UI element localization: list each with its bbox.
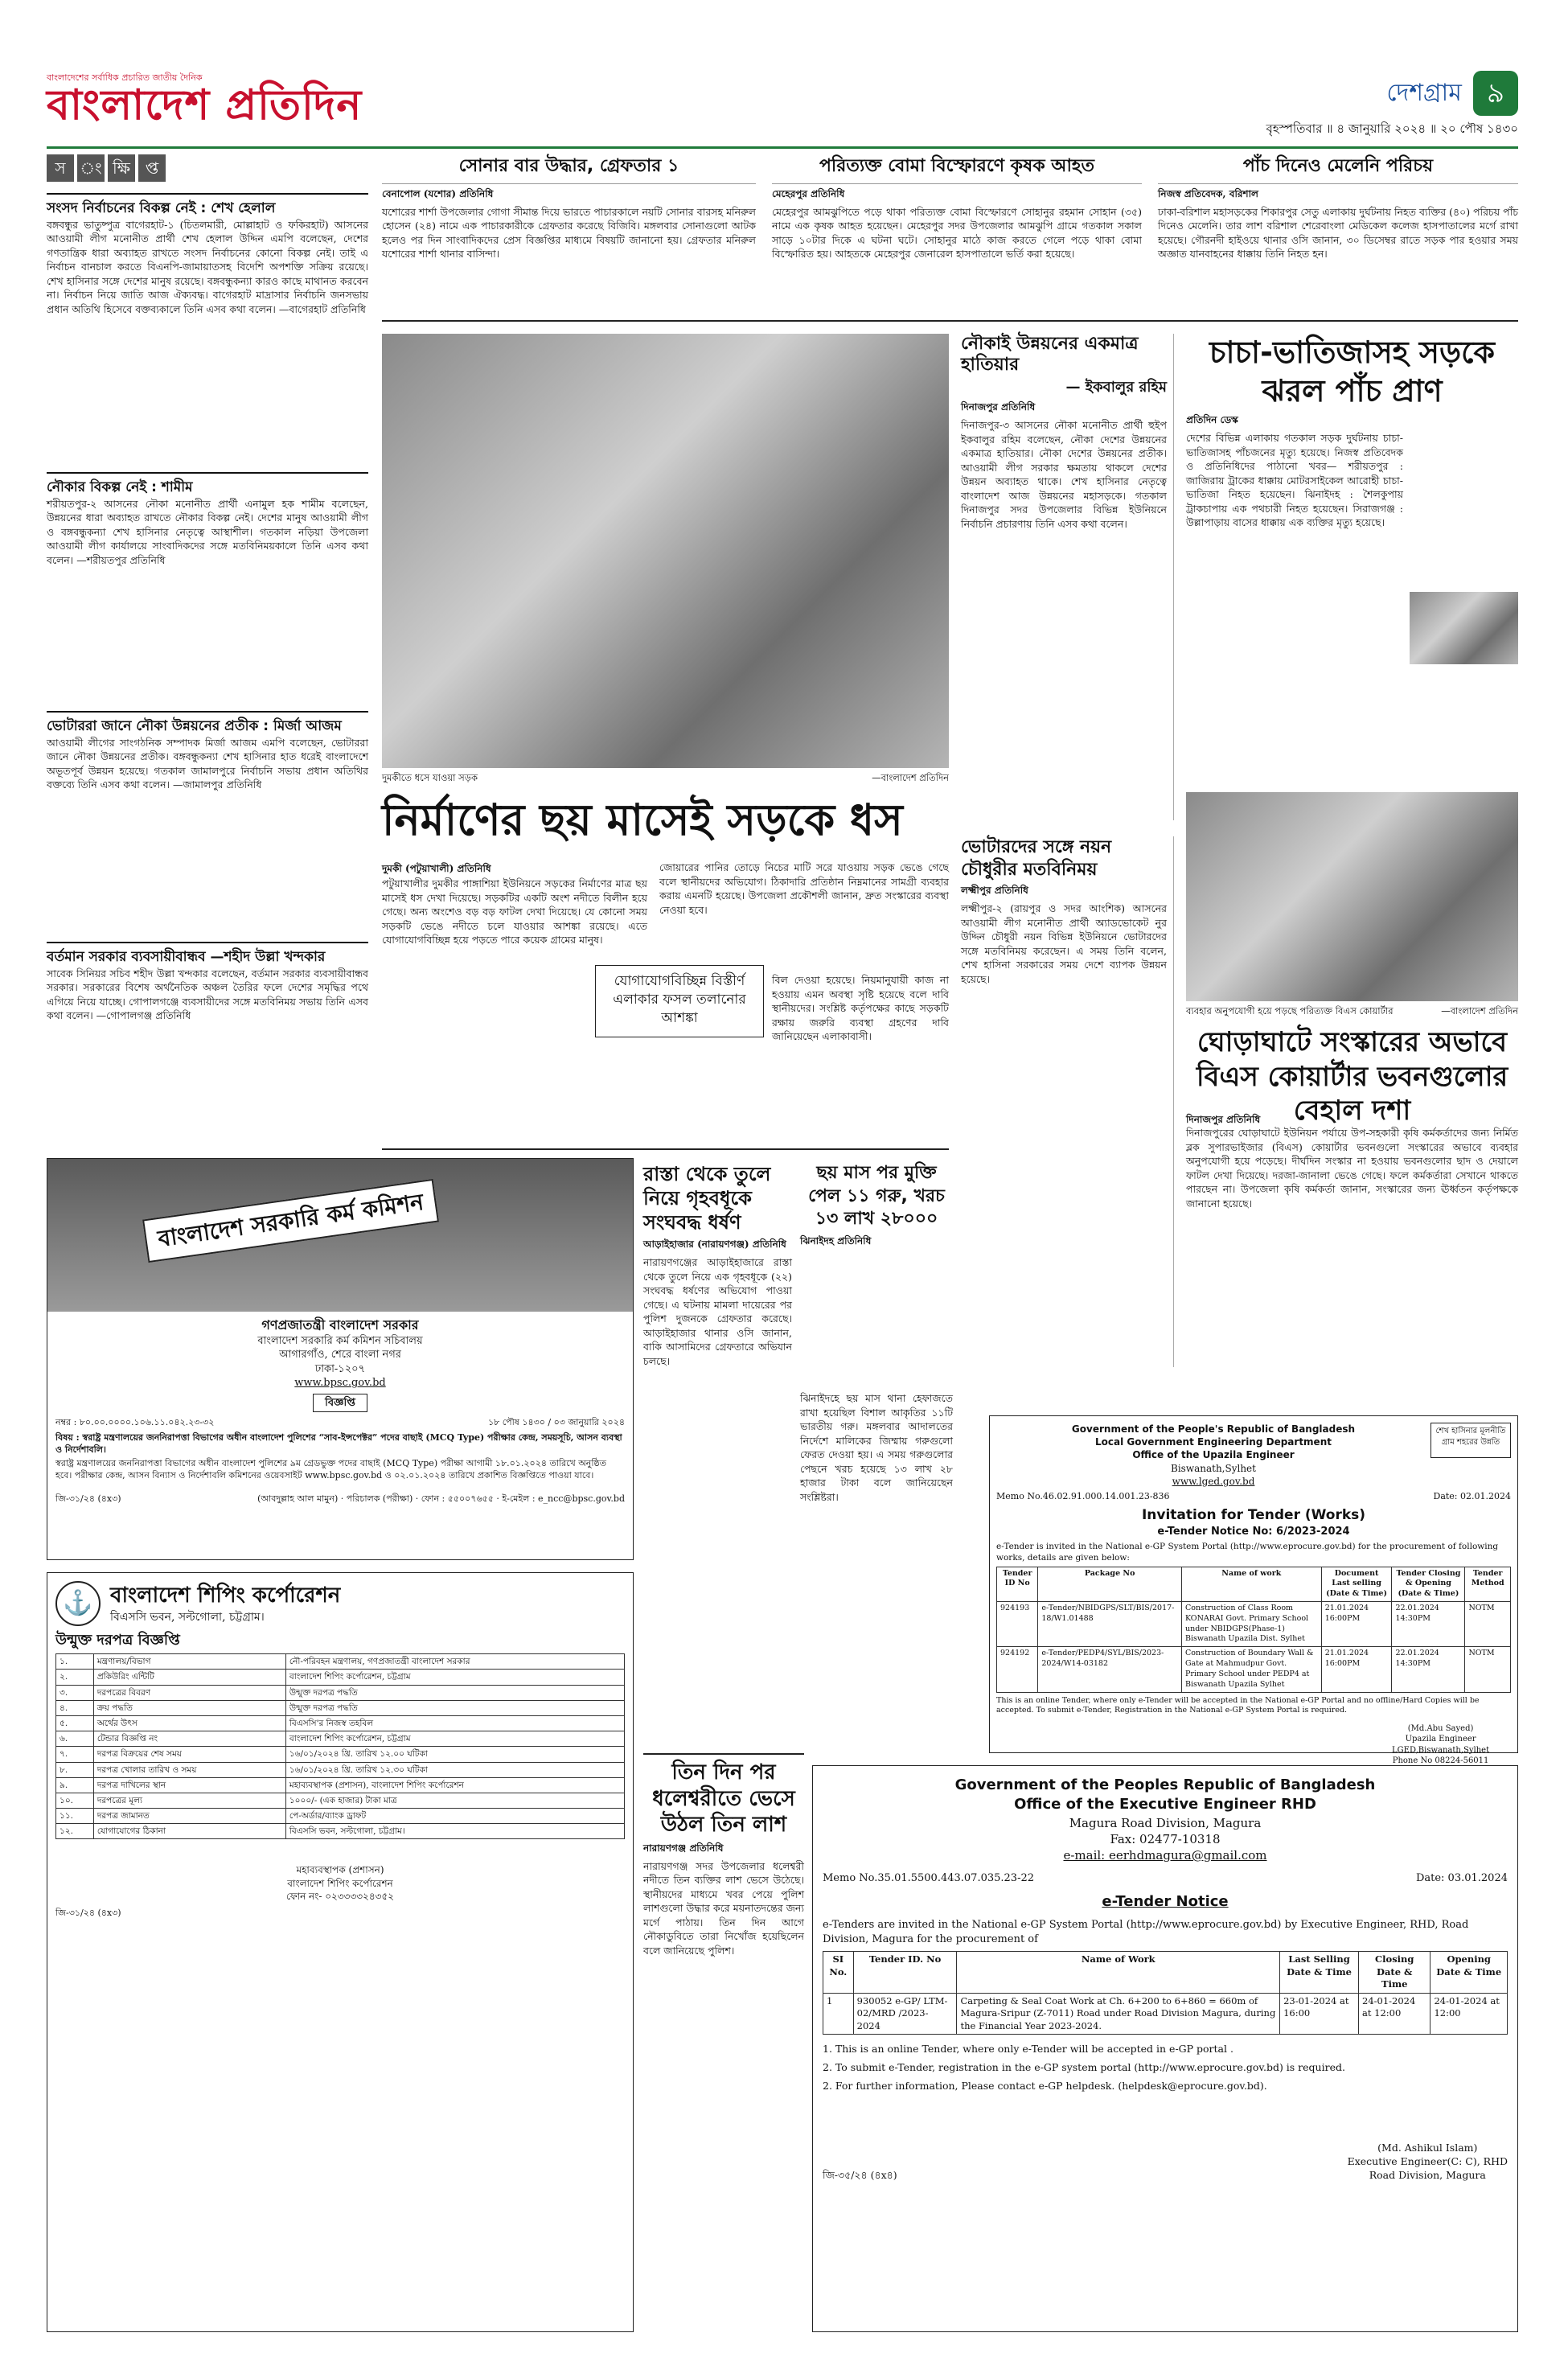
rhd-signer-block [1348,2142,1508,2183]
table-cell: ১১. [56,1809,94,1824]
story-byline: বেনাপোল (যশোর) প্রতিনিধি [382,187,494,199]
briefs-heading [47,154,368,187]
story-body: যশোরের শার্শা উপজেলার গোগা সীমান্ত দিয়ে ভারতে পাচারকালে নয়টি সোনার বারসহ মনিরুল হোসেন (২৪) নামে এক পাচারকারীকে গ্রেফতার করেছে বিজিবি। মঙ্গলবার সোনাগুলো আটক হলেও পর দিন সাংবাদিকদের প্রেস বিজ্ঞপ্তির মাধ্যমে বিষয়টি জানানো হয়। গ্রেফতার মনিরুল যশোরের শার্শা থানার বাসিন্দা। [382,205,756,261]
lged-website-link[interactable]: www.lged.gov.bd [1172,1475,1255,1487]
brief-body: শরীয়তপুর-২ আসনের নৌকা মনোনীত প্রার্থী এনামুল হক শামীম বলেছেন, উন্নয়নের ধারা অব্যাহত রাখতে নৌকার বিকল্প নেই। দেশের মানুষ আওয়ামী লীগ ও বঙ্গবন্ধুকন্যা শেখ হাসিনার নেতৃত্বে আস্থাশীল। গতকাল নড়িয়া উপজেলা আওয়ামী লীগ কার্যালয়ে সাংবাদিকদের সঙ্গে মতবিনিময়কালে তিনি এসব কথা বলেন। —শরীয়তপুর প্রতিনিধি [47,497,368,566]
table-row [56,1747,625,1762]
bsc-signer-role: মহাব্যবস্থাপক (প্রশাসন) [296,1864,384,1876]
masthead [47,72,433,137]
main-story-body: জোয়ারের পানির তোড়ে নিচের মাটি সরে যাওয়ায় সড়ক ভেঙে গেছে বলে স্থানীয়দের অভিযোগ। ঠিকাদারি প্রতিষ্ঠান নিম্নমানের সামগ্রী ব্যবহার করায় এমনটি হয়েছে। উপজেলা প্রকৌশলী জানান, দ্রুত সংস্কারের ব্যবস্থা নেওয়া হবে। [659,861,949,916]
table-cell: NOTM [1465,1647,1511,1692]
table-row [56,1700,625,1715]
psc-office: বাংলাদেশ সরকারি কর্ম কমিশন সচিবালয় [257,1334,423,1347]
table-row [56,1777,625,1793]
lged-title: Invitation for Tender (Works) [1141,1506,1366,1523]
photo-caption [382,772,949,785]
main-story-body: পটুয়াখালীর দুমকীর পাঙ্গাশিয়া ইউনিয়নে সড়কের নির্মাণের মাত্র ছয় মাসেই ধস দেখা দিয়েছে। সড়কটির একটি অংশ নদীতে বিলীন হয়ে গেছে। অন্য অংশেও বড় বড় ফাটল দেখা দিয়েছে। যে কোনো সময় সড়কটি ভেঙে নদীতে চলে যাওয়ার আশঙ্কা রয়েছে। এতে যোগাযোগবিচ্ছিন্ন হয়ে পড়তে পারে কয়েক গ্রামের মানুষ। [382,877,647,946]
lged-footnote: This is an online Tender, where only e-Tender will be accepted in the National e-GP Portal and no offline/Hard Copies will be accepted. To submit e-Tender, Registration in the National e-GP System Portal is required. [996,1695,1480,1715]
rhd-line3: Magura Road Division, Magura [1069,1815,1262,1830]
rhd-line4: Fax: 02477-10318 [1110,1831,1221,1846]
header-rule [47,146,1518,149]
rhd-line2: Office of the Executive Engineer RHD [1014,1796,1316,1813]
story-body: নারায়ণগঞ্জ সদর উপজেলার ধলেশ্বরী নদীতে তিন ব্যক্তির লাশ ভেসে উঠেছে। স্থানীয়দের মাধ্যমে খবর পেয়ে পুলিশ লাশগুলো উদ্ধার করে ময়নাতদন্তের জন্য মর্গে পাঠায়। তিন দিন আগে নৌকাডুবিতে তারা নিখোঁজ হয়েছিলেন বলে জানিয়েছে পুলিশ। [643,1859,804,1957]
table-row [997,1647,1511,1692]
table-header-cell: Last Selling Date & Time [1280,1952,1359,1994]
table-header-cell: Package No [1038,1567,1182,1601]
brief-title[interactable]: ভোটাররা জানে নৌকা উন্নয়নের প্রতীক : মির্জা আজম [47,717,342,734]
rhd-table [823,1951,1508,2035]
rhd-title: e-Tender Notice [1102,1892,1229,1910]
bsc-tender-ad [47,1572,634,2332]
lged-badge: শেখ হাসিনার মূলনীতি গ্রাম শহরের উন্নতি [1430,1423,1511,1458]
brief-item [47,193,368,467]
table-cell: ২. [56,1670,94,1685]
story-title[interactable]: ঘোড়াঘাটে সংস্কারের অভাবে বিএস কোয়ার্টার ভবনগুলোর বেহাল দশা [1196,1026,1508,1127]
photo-caption [1186,1005,1518,1018]
story-body: ঢাকা-বরিশাল মহাসড়কের শিকারপুর সেতু এলাকায় দুর্ঘটনায় নিহত ব্যক্তির (৪০) পরিচয় পাঁচ দিনেও মেলেনি। তার লাশ বরিশাল শেরেবাংলা মেডিকেল কলেজ হাসপাতালের মর্গে রাখা হয়েছে। গৌরনদী হাইওয়ে থানার ওসি জানান, ৩০ ডিসেম্বর রাতে সড়ক পার হওয়ার সময় অজ্ঞাত যানবাহনের ধাক্কায় তিনি নিহত হন। [1158,205,1518,261]
brief-body: বঙ্গবন্ধুর ভাতুষ্পুত্র বাগেরহাট-১ (চিতলমারী, মোল্লাহাট ও ফকিরহাট) আসনের আওয়ামী লীগ মনোনীত প্রার্থী শেখ হেলাল উদ্দিন এমপি বলেছেন, দেশের গণতান্ত্রিক ধারা অব্যাহত রাখতে সংসদ নির্বাচনের কোনো বিকল্প নেই। তাই এ নির্বাচন বানচাল করতে বিএনপি-জামায়াতসহ বিদেশি অপশক্তি সক্রিয় রয়েছে। শেখ হাসিনার সঙ্গে দেশের মানুষ রয়েছে। বঙ্গবন্ধুকন্যা কারও কাছে মাথানত করবেন না। নির্বাচন নিয়ে জাতি আজ ঐক্যবদ্ধ। বাগেরহাট মাদ্রাসার নির্বাচনি জনসভায় প্রধান অতিথি হিসেবে বক্তব্যকালে তিনি এসব কথা বলেন। —বাগেরহাট প্রতিনিধি [47,218,368,315]
lged-tender-ad [989,1415,1518,1766]
table-header-cell: Tender Closing & Opening (Date & Time) [1392,1567,1465,1601]
section-name: দেশগ্রাম [1386,78,1462,107]
table-cell: 23-01-2024 at 16:00 [1280,1993,1359,2035]
story-title[interactable]: পরিত্যক্ত বোমা বিস্ফোরণে কৃষক আহত [772,154,1142,184]
campaign-story [961,334,1174,820]
top-story [1158,154,1518,307]
table-row [56,1793,625,1808]
bsc-phone: ফোন নং- ০২৩৩৩৩২৪৩৫২ [285,1890,395,1902]
psc-signer-title: পরিচালক (পরীক্ষা) [346,1493,413,1504]
story-body: মেহেরপুর আমঝুপিতে পড়ে থাকা পরিত্যক্ত বোমা বিস্ফোরণে সোহানুর রহমান সোহান (৩৫) নামে এক কৃষক আহত হয়েছেন। মেহেরপুর সদর উপজেলার আমঝুপি গ্রামে গতকাল সকাল সাড়ে ১০টার দিকে এ ঘটনা ঘটে। সোহানুর মাঠে কাজ করতে গেলে পড়ে থাকা বোমা বিস্ফোরিত হয়। আহতকে মেহেরপুর জেনারেল হাসপাতালে ভর্তি করা হয়েছে। [772,205,1142,261]
table-cell: ৭. [56,1747,94,1762]
psc-signer-block: (আবদুল্লাহ আল মামুন) · পরিচালক (পরীক্ষা) · ফোন : ৫৫০০৭৬৫৫ · ই-মেইল : e_ncc@bpsc.gov.bd [257,1493,625,1504]
table-cell: উন্মুক্ত দরপত্র পদ্ধতি [285,1685,624,1700]
brief-body: আওয়ামী লীগের সাংগঠনিক সম্পাদক মির্জা আজম এমপি বলেছেন, ভোটাররা জানে নৌকা উন্নয়নের প্রতীক। বঙ্গবন্ধুকন্যা শেখ হাসিনার হাত ধরেই বাংলাদেশে অভূতপূর্ব উন্নয়ন হয়েছে। গতকাল জামালপুরে নির্বাচনি সভায় প্রধান অতিথির বক্তব্যে তিনি এসব কথা বলেন। —জামালপুর প্রতিনিধি [47,736,368,791]
bsc-signer-block [55,1863,625,1903]
table-cell: 1 [823,1993,854,2035]
table-cell: 21.01.2024 16:00PM [1321,1647,1392,1692]
lged-table [996,1567,1511,1693]
story-byline: লক্ষ্মীপুর প্রতিনিধি [961,885,1028,896]
page-header-right [1100,71,1518,143]
table-cell: বাংলাদেশ শিপিং কর্পোরেশন, চট্টগ্রাম [285,1670,624,1685]
story-subtitle: — ইকবালুর রহিম [1065,378,1167,396]
brief-title[interactable]: সংসদ নির্বাচনের বিকল্প নেই : শেখ হেলাল [47,200,276,216]
top-story [772,154,1142,307]
story-title[interactable]: রাস্তা থেকে তুলে নিয়ে গৃহবধূকে সংঘবদ্ধ ধর্ষণ [643,1163,771,1234]
table-cell: Carpeting & Seal Coat Work at Ch. 6+200 to 6+860 = 660m of Magura-Sripur (Z-7011) Road under Road Division Magura, during the Financial Year 2023-2024. [957,1993,1280,2035]
bsc-title: উন্মুক্ত দরপত্র বিজ্ঞপ্তি [55,1632,180,1649]
table-cell: Construction of Class Room KONARAI Govt. Primary School under NBIDGPS(Phase-1) Biswanath Upazila Dist. Sylhet [1181,1602,1321,1647]
lged-line3: Office of the Upazila Engineer [1132,1449,1295,1461]
psc-signer: (আবদুল্লাহ আল মামুন) [257,1493,339,1504]
table-cell: e-Tender/NBIDGPS/SLT/BIS/2017-18/W1.01488 [1038,1602,1182,1647]
story-body: নারায়ণগঞ্জের আড়াইহাজারে রাস্তা থেকে তুলে নিয়ে এক গৃহবধূকে (২২) সংঘবদ্ধ ধর্ষণের অভিযোগ পাওয়া গেছে। এ ঘটনায় মামলা দায়েরের পর পুলিশ দুজনকে গ্রেফতার করেছে। আড়াইহাজার থানার ওসি জানান, বাকি আসামিদের গ্রেফতারে অভিযান চলছে। [643,1256,792,1367]
top-story [382,154,756,307]
lged-header [996,1423,1511,1488]
campaign-story [961,836,1174,1367]
lged-phone: Phone No 08224-56011 [1392,1756,1489,1766]
cattle-story [800,1162,953,1387]
table-cell: টেন্ডার বিজ্ঞপ্তি নং [93,1731,285,1747]
table-cell: ৯. [56,1777,94,1793]
rhd-memo: Memo No.35.01.5500.443.07.035.23-22 [823,1872,1035,1885]
table-row [56,1762,625,1777]
psc-label: বিজ্ঞপ্তি [313,1394,367,1413]
story-byline: ঝিনাইদহ প্রতিনিধি [800,1234,872,1247]
lged-intro: e-Tender is invited in the National e-GP System Portal (http://www.eprocure.gov.bd) for the procurement of following works, details are given below: [996,1542,1499,1563]
table-cell: ৪. [56,1700,94,1715]
ad-ref: জি-৩১/২৪ (৪x৩) [55,1493,121,1504]
rhd-date: Date: 03.01.2024 [1415,1872,1508,1885]
story-title[interactable]: পাঁচ দিনেও মেলেনি পরিচয় [1158,154,1518,184]
story-title[interactable]: ছয় মাস পর মুক্তি পেল ১১ গরু, খরচ ১৩ লাখ ২৮০০০ [808,1163,945,1230]
bsc-table [55,1653,625,1839]
issue-date: বৃহস্পতিবার ॥ ৪ জানুয়ারি ২০২৪ ॥ ২০ পৌষ ১৪৩০ [1266,121,1518,136]
briefs-heading-letter: ং [77,154,105,182]
page-number: ৯ [1473,71,1518,116]
bsc-signer-org: বাংলাদেশ শিপিং কর্পোরেশন [287,1877,393,1889]
psc-footer [55,1493,625,1505]
psc-banner [47,1159,633,1312]
table-header-cell: Tender Method [1465,1567,1511,1601]
story-body: দিনাজপুর-৩ আসনের নৌকা মনোনীত প্রার্থী হুইপ ইকবালুর রহিম বলেছেন, নৌকা দেশের উন্নয়নের একমাত্র হাতিয়ার। নৌকা দেশের উন্নয়নের প্রতীক। আওয়ামী লীগ সরকার ক্ষমতায় থাকলে দেশের উন্নয়ন অব্যাহত থাকে। শেখ হাসিনার নেতৃত্বে বাংলাদেশ আজ উন্নয়নের মহাসড়কে। গতকাল দিনাজপুর সদর উপজেলার বিভিন্ন ইউনিয়নে নির্বাচনি প্রচারণায় তিনি এসব কথা বলেন। [961,419,1167,530]
photo-caption-text: ব্যবহার অনুপযোগী হয়ে পড়ছে পরিত্যক্ত বিএস কোয়ার্টার [1186,1005,1394,1017]
table-row [56,1715,625,1731]
story-body: দিনাজপুরের ঘোড়াঘাটে ইউনিয়ন পর্যায়ে উপ-সহকারী কৃষি কর্মকর্তাদের জন্য নির্মিত ব্লক সুপারভাইজার (বিএস) কোয়ার্টার ভবনগুলো সংস্কারের অভাবে ব্যবহার অনুপযোগী হয়ে পড়েছে। দীর্ঘদিন সংস্কার না হওয়ায় ভবনগুলোর ছাদ ও দেয়ালে ফাটল দেখা দিয়েছে। দরজা-জানালা ভেঙে গেছে। ফলে কর্মকর্তারা সেখানে থাকতে পারছেন না। উপজেলা কৃষি কর্মকর্তা জানান, সংস্কারের জন্য ঊর্ধ্বতন কর্তৃপক্ষকে জানানো হয়েছে। [1186,1127,1518,1210]
table-header-cell: Document Last selling (Date & Time) [1321,1567,1392,1601]
lged-signer-org: LGED,Biswanath,Sylhet [1392,1745,1490,1755]
table-cell: ক্রয় পদ্ধতি [93,1700,285,1715]
story-byline: দিনাজপুর প্রতিনিধি [1186,1114,1261,1125]
table-cell: ১০. [56,1793,94,1808]
psc-body [47,1417,633,1505]
table-cell: দরপত্রের বিবরণ [93,1685,285,1700]
story-byline: দিনাজপুর প্রতিনিধি [961,401,1036,413]
table-cell: ১৬/০১/২০২৪ খ্রি. তারিখ ১২.৩০ ঘটিকা [285,1762,624,1777]
table-row [56,1731,625,1747]
table-row [997,1602,1511,1647]
table-cell: 24-01-2024 at 12:00 [1430,1993,1508,2035]
rhd-note: 1. This is an online Tender, where only e-Tender will be accepted in e-GP portal . [823,2043,1233,2056]
table-header-cell: Closing Date & Time [1359,1952,1430,1994]
psc-date-en: ০৩ জানুয়ারি ২০২৪ [553,1417,625,1428]
story-title[interactable]: নৌকাই উন্নয়নের একমাত্র হাতিয়ার [961,334,1139,376]
table-cell: 21.01.2024 16:00PM [1321,1602,1392,1647]
story-byline: নারায়ণগঞ্জ প্রতিনিধি [643,1842,724,1854]
rhd-footer [823,2142,1508,2183]
table-cell: 924193 [997,1602,1038,1647]
lged-date: Date: 02.01.2024 [1433,1490,1511,1501]
photo-caption-text: দুমকীতে ধসে যাওয়া সড়ক [382,772,478,783]
story-byline: নিজস্ব প্রতিবেদক, বরিশাল [1158,187,1258,199]
table-header-cell: Tender ID No [997,1567,1038,1601]
table-cell: 22.01.2024 14:30PM [1392,1647,1465,1692]
table-cell: মন্ত্রণালয়/বিভাগ [93,1654,285,1670]
section-divider [382,320,1518,322]
rhd-note: 2. For further information, Please contact e-GP helpdesk. (helpdesk@eprocure.gov.bd). [823,2080,1267,2093]
photo-credit: —বাংলাদেশ প্রতিদিন [1441,1005,1518,1017]
briefs-column [47,154,368,1142]
table-cell: উন্মুক্ত দরপত্র পদ্ধতি [285,1700,624,1715]
psc-email: ই-মেইল : e_ncc@bpsc.gov.bd [502,1493,625,1504]
table-header-cell: Name of Work [957,1952,1280,1994]
quarters-photo [1186,792,1518,1001]
lged-header-text [996,1423,1430,1488]
table-row [56,1824,625,1839]
table-cell: ১৬/০১/২০২৪ খ্রি. তারিখ ১২.০০ ঘটিকা [285,1747,624,1762]
rhd-intro: e-Tenders are invited in the National e-GP System Portal (http://www.eprocure.gov.bd) by Executive Engineer, RHD, Road Division, Magura for the procurement of [823,1919,1469,1945]
accident-story [1186,334,1518,784]
table-cell: দরপত্র বিক্রয়ের শেষ সময় [93,1747,285,1762]
table-cell: মহাব্যবস্থাপক (প্রশাসন), বাংলাদেশ শিপিং কর্পোরেশন [285,1777,624,1793]
psc-city: ঢাকা-১২০৭ [314,1362,366,1375]
briefs-heading-letter: প্ত [138,154,166,182]
section-divider [382,1148,949,1150]
table-cell: দরপত্রের মূল্য [93,1793,285,1808]
table-header-cell: SI No. [823,1952,854,1994]
table-cell: পে-অর্ডার/ব্যাংক ড্রাফট [285,1809,624,1824]
rhd-signer-org: Road Division, Magura [1369,2168,1486,2181]
table-cell: ১২. [56,1824,94,1839]
rhd-signer: (Md. Ashikul Islam) [1377,2142,1478,2154]
psc-notice-ad [47,1158,634,1560]
table-cell: ১. [56,1654,94,1670]
rhd-signer-title: Executive Engineer(C: C), RHD [1347,2154,1508,2167]
psc-website-link[interactable]: www.bpsc.gov.bd [294,1377,386,1390]
bsc-address: বিএসসি ভবন, সল্টগোলা, চট্টগ্রাম। [110,1611,265,1624]
truck-photo [1410,592,1518,664]
table-cell: ৮. [56,1762,94,1777]
table-cell: ৫. [56,1715,94,1731]
main-headline[interactable]: নির্মাণের ছয় মাসেই সড়কে ধস [382,795,903,845]
rhd-header [823,1776,1508,1863]
psc-subject: বিষয় : স্বরাষ্ট্র মন্ত্রণালয়ের জননিরাপত্তা বিভাগের অধীন বাংলাদেশ পুলিশের “সাব-ইন্সপেক্টর” পদের বাছাই (MCQ Type) পরীক্ষার কেন্দ্র, সময়সূচি, আসন ব্যবস্থা ও নির্দেশাবলি। [55,1432,622,1456]
story-title[interactable]: তিন দিন পর ধলেশ্বরীতে ভেসে উঠল তিন লাশ [643,1753,804,1838]
brief-title[interactable]: নৌকার বিকল্প নেই : শামীম [47,478,193,495]
table-cell: NOTM [1465,1602,1511,1647]
ad-ref: জি-৩১/২৪ (৪x৩) [55,1907,121,1918]
table-header-cell: Name of work [1181,1567,1321,1601]
psc-gov: গণপ্রজাতন্ত্রী বাংলাদেশ সরকার [261,1317,419,1333]
bsc-header [55,1581,625,1626]
table-cell: ৩. [56,1685,94,1700]
masthead-tagline: বাংলাদেশের সর্বাধিক প্রচারিত জাতীয় দৈনিক [47,72,203,83]
photo-credit: —বাংলাদেশ প্রতিদিন [872,772,949,783]
psc-header [47,1312,633,1417]
bsc-header-text [110,1582,340,1625]
road-collapse-photo [382,334,949,768]
table-row [823,1993,1508,2035]
story-title[interactable]: চাচা-ভাতিজাসহ সড়কে ঝরল পাঁচ প্রাণ [1209,335,1495,409]
lged-meta [996,1491,1511,1503]
story-byline: প্রতিদিন ডেস্ক [1186,414,1238,425]
table-row [56,1685,625,1700]
story-title[interactable]: ভোটারদের সঙ্গে নয়ন চৌধুরীর মতবিনিময় [961,837,1112,880]
story-body: দেশের বিভিন্ন এলাকায় গতকাল সড়ক দুর্ঘটনায় চাচা-ভাতিজাসহ পাঁচজনের মৃত্যু হয়েছে। নিজস্ব প্রতিবেদক ও প্রতিনিধিদের পাঠানো খবর— শরীয়তপুর : জাজিরায় ট্রাকের ধাক্কায় মোটরসাইকেল আরোহী চাচা-ভাতিজা নিহত হয়েছেন। ঝিনাইদহ : শৈলকুপায় ট্রাকচাপায় এক পথচারী নিহত হয়েছেন। সিরাজগঞ্জ : উল্লাপাড়ায় বাসের ধাক্কায় এক ব্যক্তির মৃত্যু হয়েছে। [1186,432,1403,529]
table-cell: 22.01.2024 14:30PM [1392,1602,1465,1647]
story-body-wrap [1186,431,1518,769]
table-row [56,1809,625,1824]
story-title[interactable]: সোনার বার উদ্ধার, গ্রেফতার ১ [382,154,756,184]
rhd-email-link[interactable]: e-mail: eerhdmagura@gmail.com [1063,1848,1267,1863]
masthead-brand[interactable]: বাংলাদেশ প্রতিদিন [47,80,363,129]
lged-signer: (Md.Abu Sayed) [1407,1723,1474,1733]
table-cell: 24-01-2024 at 12:00 [1359,1993,1430,2035]
drowning-story [643,1753,804,2332]
table-cell: অর্থের উৎস [93,1715,285,1731]
table-cell: 930052 e-GP/ LTM- 02/MRD /2023- 2024 [853,1993,957,2035]
table-header-cell: Opening Date & Time [1430,1952,1508,1994]
lged-line1: Government of the People's Republic of Bangladesh [1071,1423,1356,1435]
lged-notice-no: e-Tender Notice No: 6/2023-2024 [1157,1525,1350,1538]
table-row [56,1654,625,1670]
table-cell: ৬. [56,1731,94,1747]
rhd-line1: Government of the Peoples Republic of Bangladesh [954,1776,1376,1793]
lged-memo: Memo No.46.02.91.000.14.001.23-836 [996,1490,1170,1501]
lged-line4: Biswanath,Sylhet [1171,1462,1256,1474]
table-cell: Construction of Boundary Wall & Gate at Mahmudpur Govt. Primary School under PEDP4 at Biswanath Upazila Sylhet [1181,1647,1321,1692]
story-byline: মেহেরপুর প্রতিনিধি [772,187,845,199]
psc-date-bn: ১৮ পৌষ ১৪৩০ [487,1417,545,1428]
briefs-heading-letter: স [47,154,74,182]
table-cell: e-Tender/PEDP4/SYL/BIS/2023-2024/W14-03182 [1038,1647,1182,1692]
brief-item [47,711,368,937]
table-header-cell: Tender ID. No [853,1952,957,1994]
psc-phone: ফোন : ৫৫০০৭৬৫৫ [421,1493,494,1504]
bsc-org: বাংলাদেশ শিপিং কর্পোরেশন [110,1583,341,1608]
brief-body: সাবেক সিনিয়র সচিব শহীদ উল্লা খন্দকার বলেছেন, বর্তমান সরকার ব্যবসায়ীবান্ধব সরকার। সরকারের বিশেষ অর্থনৈতিক অঞ্চল তৈরির ফলে দেশের সমৃদ্ধির পথে এগিয়ে নিয়ে যাচ্ছে। গোপালগঞ্জে ব্যবসায়ীদের সঙ্গে মতবিনিময় সভায় তিনি এসব কথা বলেন। —গোপালগঞ্জ প্রতিনিধি [47,967,368,1022]
table-cell: নৌ-পরিবহন মন্ত্রণালয়, গণপ্রজাতন্ত্রী বাংলাদেশ সরকার [285,1654,624,1670]
table-cell: প্রকিউরিং এন্টিটি [93,1670,285,1685]
psc-memo: নম্বর : ৮০.০০.০০০০.১০৬.১১.০৪২.২৩-৩২ [55,1417,215,1428]
lged-line2: Local Government Engineering Department [1095,1436,1332,1448]
psc-date: ১৮ পৌষ ১৪৩০ / ০৩ জানুয়ারি ২০২৪ [487,1417,625,1428]
pull-quote: যোগাযোগবিচ্ছিন্ন বিস্তীর্ণ এলাকার ফসল তলানোর আশঙ্কা [595,965,764,1037]
table-cell: দরপত্র খোলার তারিখ ও সময় [93,1762,285,1777]
table-cell: দরপত্র জামানত [93,1809,285,1824]
rhd-meta [823,1871,1508,1886]
lged-signer-title: Upazila Engineer [1405,1735,1476,1744]
rhd-tender-ad [812,1765,1518,2332]
story-byline: আড়াইহাজার (নারায়ণগঞ্জ) প্রতিনিধি [643,1238,786,1250]
table-cell: যোগাযোগের ঠিকানা [93,1824,285,1839]
brief-item [47,942,368,1119]
brief-item [47,472,368,706]
main-story-body: বিল দেওয়া হয়েছে। নিয়মানুযায়ী কাজ না হওয়ায় এমন অবস্থা সৃষ্টি হয়েছে বলে দাবি স্থানীয়দের। সংশ্লিষ্ট কর্তৃপক্ষের কাছে সড়কটি রক্ষায় জরুরি ব্যবস্থা গ্রহণের দাবি জানিয়েছেন এলাকাবাসী। [772,974,949,1042]
psc-text: স্বরাষ্ট্র মন্ত্রণালয়ের জননিরাপত্তা বিভাগের অধীন বাংলাদেশ পুলিশের ৯ম গ্রেডভুক্ত পদের বাছাই (MCQ Type) পরীক্ষা আগামী ১৮.০১.২০২৪ তারিখে অনুষ্ঠিত হবে। পরীক্ষার কেন্দ্র, আসন বিন্যাস ও নির্দেশাবলি কমিশনের ওয়েবসাইট www.bpsc.gov.bd ও ০২.০১.২০২৪ তারিখে প্রকাশিত বিজ্ঞপ্তিতে পাওয়া যাবে। [55,1457,606,1481]
psc-meta [55,1417,625,1429]
table-cell: বিএসসি'র নিজস্ব তহবিল [285,1715,624,1731]
table-row [56,1670,625,1685]
table-cell: বাংলাদেশ শিপিং কর্পোরেশন, চট্টগ্রাম [285,1731,624,1747]
rhd-notes [823,2043,1508,2093]
main-byline: দুমকী (পটুয়াখালী) প্রতিনিধি [382,863,491,874]
table-cell: দরপত্র দাখিলের স্থান [93,1777,285,1793]
bsc-logo-icon: ⚓ [55,1581,101,1626]
table-cell: বিএসসি ভবন, সল্টগোলা, চট্টগ্রাম। [285,1824,624,1839]
ad-ref: জি-৩৫/২৪ (৪x৪) [823,2168,897,2181]
table-cell: 924192 [997,1647,1038,1692]
psc-banner-text: বাংলাদেশ সরকারি কর্ম কমিশন [142,1179,439,1263]
rhd-note: 2. To submit e-Tender, registration in the e-GP system portal (http://www.eprocure.gov.bd) is required. [823,2061,1345,2074]
story-body: লক্ষ্মীপুর-২ (রায়পুর ও সদর আংশিক) আসনের আওয়ামী লীগ মনোনীত প্রার্থী অ্যাডভোকেট নুর উদ্দিন চৌধুরী নয়ন বিভিন্ন ইউনিয়নে ভোটারদের সঙ্গে মতবিনিময় করেছেন। এ সময় তিনি বলেন, শেখ হাসিনা সরকারের সময় দেশে ব্যাপক উন্নয়ন হয়েছে। [961,902,1167,985]
brief-title[interactable]: বর্তমান সরকার ব্যবসায়ীবান্ধব —শহীদ উল্লা খন্দকার [47,948,326,965]
story-body: ঝিনাইদহে ছয় মাস থানা হেফাজতে রাখা হয়েছিল বিশাল আকৃতির ১১টি ভারতীয় গরু। মঙ্গলবার আদালতের নির্দেশে মালিকের জিম্মায় গরুগুলো ফেরত দেওয়া হয়। এ সময় গরুগুলোর পেছনে খরচ হয়েছে ১৩ লাখ ২৮ হাজার টাকা বলে জানিয়েছেন সংশ্লিষ্টরা। [800,1392,953,1503]
psc-address: আগারগাঁও, শেরে বাংলা নগর [279,1349,401,1362]
briefs-heading-letter: ক্ষি [108,154,135,182]
table-cell: ১০০০/- (এক হাজার) টাকা মাত্র [285,1793,624,1808]
